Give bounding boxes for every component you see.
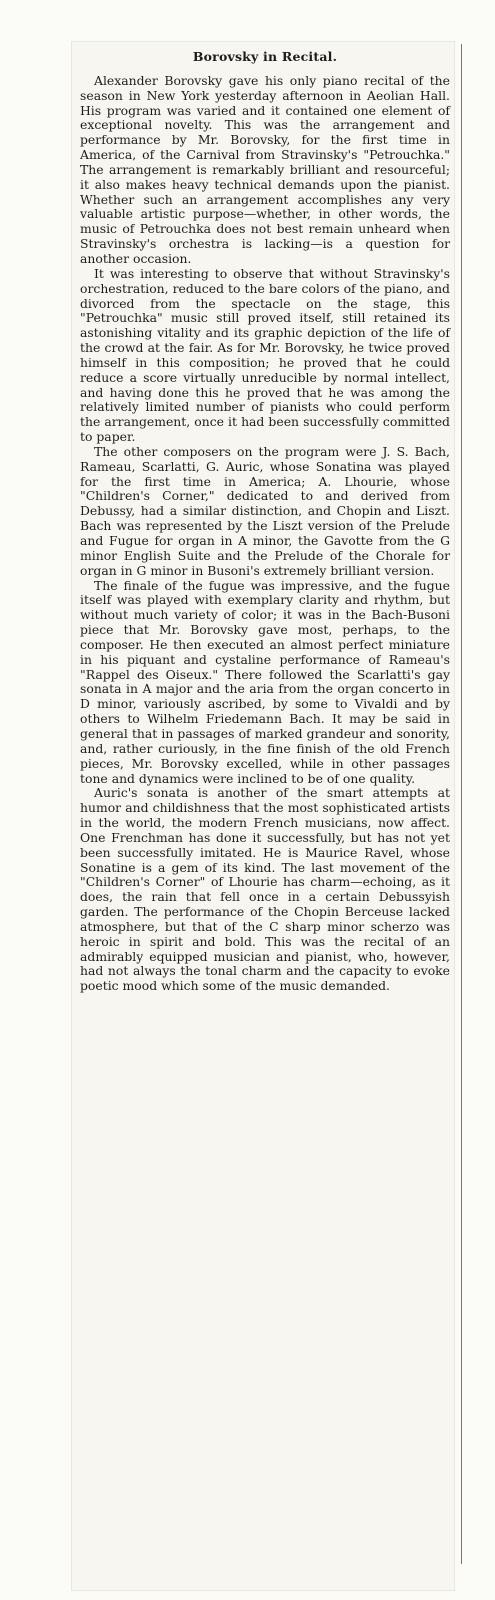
article-paragraph-1: Alexander Borovsky gave his only piano recital of the season in New York yesterday afternoon in Aeolian Hall. His program was varied and it contained one element of exceptional novelty. This was the arrangement and performance by Mr. Borovsky, for the first time in America, of the Carnival from Stravinsky's "Petrouchka." The arrangement is remarkably brilliant and resourceful; it also makes heavy technical demands upon the pianist. Whether such an arrangement accomplishes any very valuable artistic purpose—whether, in other words, the music of Petrouchka does not best remain unheard when Stravinsky's orchestra is lacking—is a question for another occasion. (80, 72, 450, 266)
article-headline: Borovsky in Recital. (192, 49, 338, 64)
column-rule (461, 44, 462, 1564)
article-paragraph-3: The other composers on the program were J. S. Bach, Rameau, Scarlatti, G. Auric, whose Sonatina was played for the first time in America; A. Lhourie, whose "Children's Corner," dedicated to and derived from Debussy, had a similar distinction, and Chopin and Liszt. Bach was represented by the Liszt version of the Prelude and Fugue for organ in A minor, the Gavotte from the G minor English Suite and the Prelude of the Chorale for organ in G minor in Busoni's extremely brilliant version. (80, 443, 450, 578)
article-paragraph-2: It was interesting to observe that without Stravinsky's orchestration, reduced to the bare colors of the piano, and divorced from the spectacle on the stage, this "Petrouchka" music still proved itself, still retained its astonishing vitality and its graphic depiction of the life of the crowd at the fair. As for Mr. Borovsky, he twice proved himself in this composition; he proved that he could reduce a score virtually unreducible by normal intellect, and having done this he proved that he was among the relatively limited number of pianists who could perform the arrangement, once it had been successfully committed to paper. (80, 265, 450, 445)
article (80, 50, 450, 994)
article-paragraph-4: The finale of the fugue was impressive, and the fugue itself was played with exemplary clarity and rhythm, but without much variety of color; it was in the Bach-Busoni piece that Mr. Borovsky gave most, perhaps, to the composer. He then executed an almost perfect miniature in his piquant and cystaline performance of Rameau's "Rappel des Oiseux." There followed the Scarlatti's gay sonata in A major and the aria from the organ concerto in D minor, variously ascribed, by some to Vivaldi and by others to Wilhelm Friedemann Bach. It may be said in general that in passages of marked grandeur and sonority, and, rather curiously, in the fine finish of the old French pieces, Mr. Borovsky excelled, while in other passages tone and dynamics were inclined to be of one quality. (80, 577, 450, 786)
article-paragraph-5: Auric's sonata is another of the smart attempts at humor and childishness that the most sophisticated artists in the world, the modern French musicians, now affect. One Frenchman has done it successfully, but has not yet been successfully imitated. He is Maurice Ravel, whose Sonatine is a gem of its kind. The last movement of the "Children's Corner" of Lhourie has charm—echoing, as it does, the rain that fell once in a certain Debussyish garden. The performance of the Chopin Berceuse lacked atmosphere, but that of the C sharp minor scherzo was heroic in spirit and bold. This was the recital of an admirably equipped musician and pianist, who, however, had not always the tonal charm and the capacity to evoke poetic mood which some of the music demanded. (80, 785, 450, 994)
